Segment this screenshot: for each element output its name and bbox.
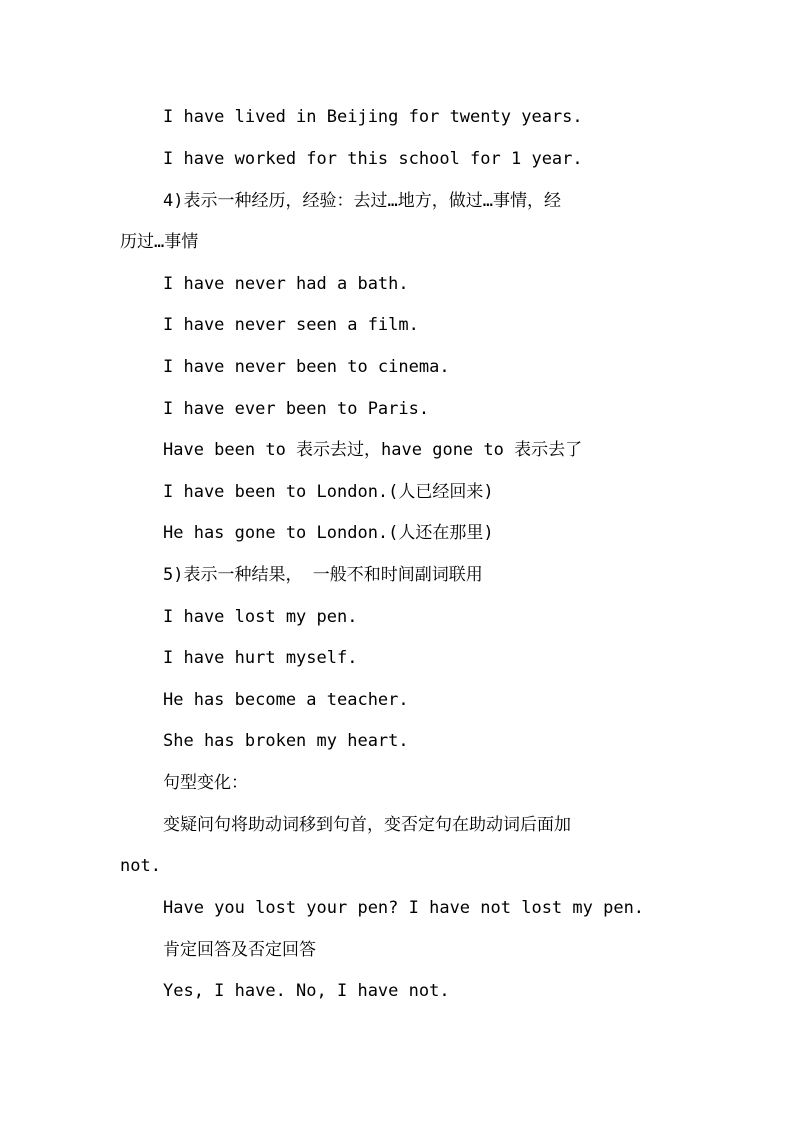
- text-line: 肯定回答及否定回答: [163, 940, 316, 960]
- text-line: I have never been to cinema.: [163, 357, 450, 377]
- text-line: I have ever been to Paris.: [163, 399, 430, 419]
- text-line: 变疑问句将助动词移到句首，变否定句在助动词后面加: [163, 815, 571, 835]
- text-line: I have been to London.(人已经回来): [163, 482, 494, 502]
- text-line: I have lived in Beijing for twenty years.: [163, 107, 583, 127]
- text-line: Yes, I have. No, I have not.: [163, 981, 450, 1001]
- text-line-continued: not.: [120, 856, 161, 876]
- section-heading: 5)表示一种结果， 一般不和时间副词联用: [163, 565, 483, 585]
- text-line: Have you lost your pen? I have not lost my pen.: [163, 898, 645, 918]
- text-line: I have worked for this school for 1 year.: [163, 149, 583, 169]
- text-line: I have lost my pen.: [163, 607, 358, 627]
- section-heading: 4)表示一种经历，经验：去过…地方，做过…事情，经: [163, 191, 561, 211]
- section-heading-continued: 历过…事情: [120, 232, 199, 252]
- text-line: Have been to 表示去过，have gone to 表示去了: [163, 440, 583, 460]
- text-line: He has gone to London.(人还在那里): [163, 523, 494, 543]
- section-heading: 句型变化：: [163, 773, 248, 793]
- text-line: I have hurt myself.: [163, 648, 358, 668]
- text-line: She has broken my heart.: [163, 731, 409, 751]
- text-line: I have never seen a film.: [163, 315, 419, 335]
- text-line: I have never had a bath.: [163, 274, 409, 294]
- text-line: He has become a teacher.: [163, 690, 409, 710]
